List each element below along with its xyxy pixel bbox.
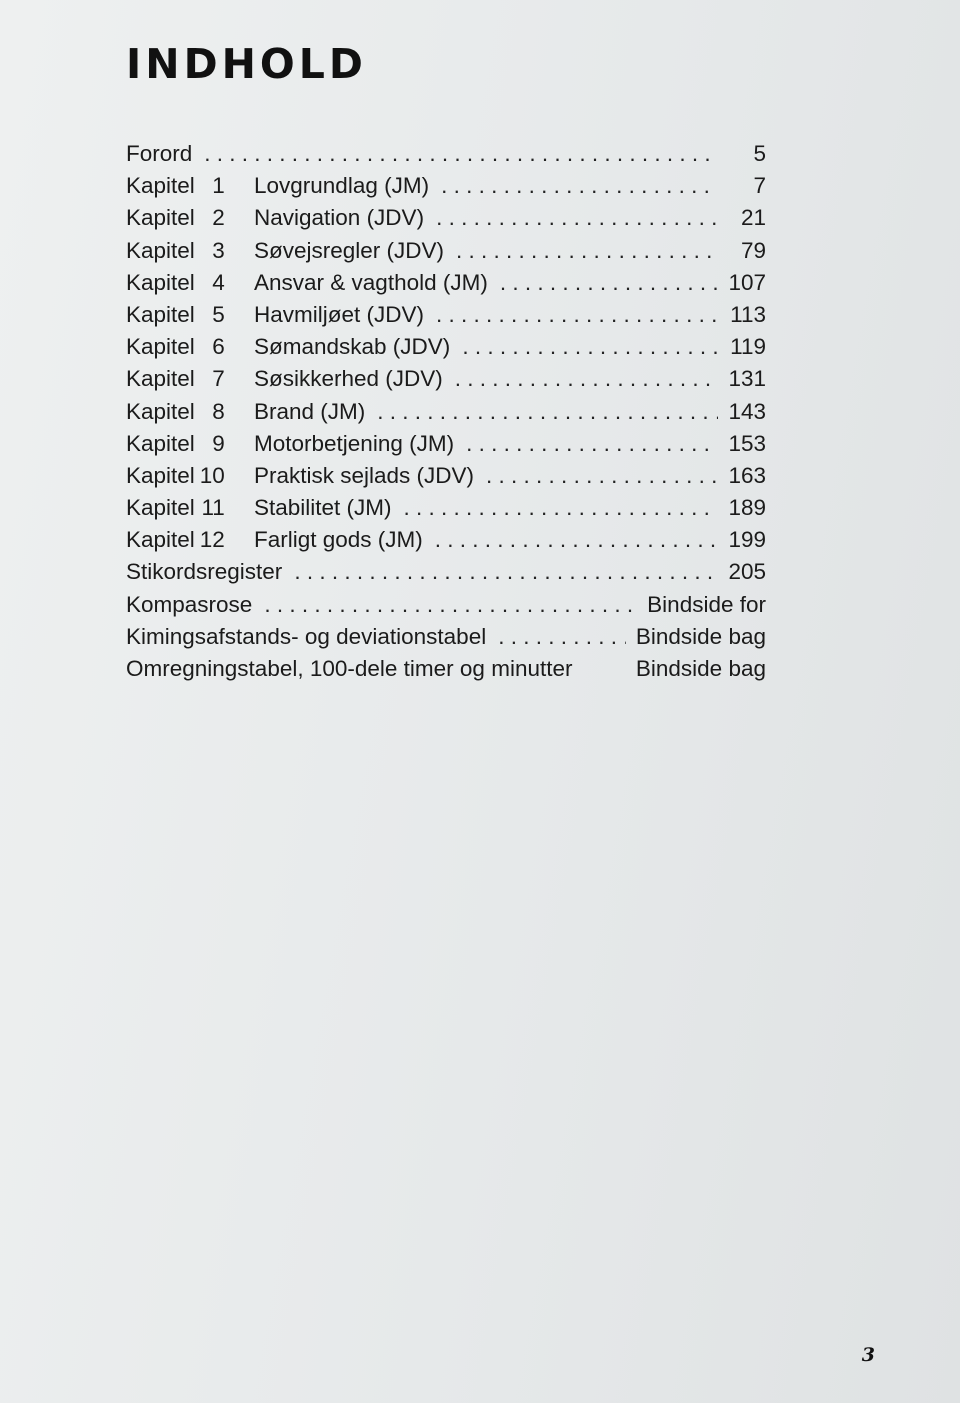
toc-entry-page: 21 [740,205,766,231]
toc-entry-page: 79 [740,237,766,263]
toc-chapter-number: Kapitel 4 [126,269,225,295]
toc-entry-label: Praktisk sejlads (JDV) [254,462,475,488]
toc-chapter-number: Kapitel 6 [126,334,225,360]
toc-entry-label: Havmiljøet (JDV) [254,301,425,327]
toc-entry-label: Stabilitet (JM) [254,495,392,521]
toc-chapter-number: Kapitel 3 [126,237,225,263]
dot-leader [500,270,718,296]
toc-entry-page: Bindside bag [635,656,766,681]
dot-leader [436,205,718,231]
toc-entry-label: Motorbetjening (JM) [254,430,455,456]
toc-entry-label: Søvejsregler (JDV) [254,237,445,263]
toc-entry-page: 113 [730,301,766,327]
toc-chapter-number: Kapitel 5 [126,301,225,327]
toc-entry-label: Sømandskab (JDV) [254,334,451,360]
toc-entry-label: Omregningstabel, 100-dele timer og minutter [126,656,573,681]
toc-entry-deviation-table [126,624,766,656]
dot-leader [377,399,718,425]
toc-chapter-number: Kapitel 2 [126,205,225,231]
toc-entry-chapter-6 [126,334,766,366]
toc-entry-chapter-10 [126,463,766,495]
dot-leader [435,527,718,553]
toc-entry-chapter-12 [126,527,766,559]
toc-entry-page: 143 [728,398,766,424]
toc-entry-page: Bindside bag [635,623,766,649]
dot-leader [441,173,718,199]
toc-entry-chapter-2 [126,205,766,237]
toc-entry-chapter-1 [126,173,766,205]
toc-entry-label: Kompasrose [126,591,253,617]
toc-entry-page: 199 [728,527,766,553]
dot-leader [498,624,626,650]
dot-leader [466,431,718,457]
toc-entry-page: Bindside for [647,591,766,617]
toc-chapter-number: Kapitel 12 [126,527,225,553]
toc-chapter-number: Kapitel 7 [126,366,225,392]
toc-entry-page: 7 [753,173,766,199]
toc-entry-page: 107 [728,269,766,295]
dot-leader [486,463,718,489]
toc-entry-chapter-7 [126,366,766,398]
toc-entry-label: Ansvar & vagthold (JM) [254,269,488,295]
toc-chapter-number: Kapitel 9 [126,430,225,456]
dot-leader [204,141,718,167]
table-of-contents [126,141,766,688]
toc-entry-page: 163 [728,462,766,488]
toc-entry-page: 205 [728,559,766,585]
toc-entry-chapter-8 [126,399,766,431]
toc-entry-label: Kimingsafstands- og deviationstabel [126,623,487,649]
toc-entry-label: Stikordsregister [126,559,283,585]
toc-entry-page: 153 [728,430,766,456]
dot-leader [455,366,718,392]
toc-entry-chapter-5 [126,302,766,334]
toc-entry-compass-rose [126,592,766,624]
toc-entry-page: 119 [730,334,766,360]
toc-entry-index [126,559,766,591]
toc-entry-chapter-4 [126,270,766,302]
toc-entry-label: Søsikkerhed (JDV) [254,366,443,392]
dot-leader [264,592,636,618]
toc-entry-chapter-11 [126,495,766,527]
toc-chapter-number: Kapitel 8 [126,398,225,424]
toc-entry-chapter-9 [126,431,766,463]
dot-leader [456,238,718,264]
toc-entry-chapter-3 [126,238,766,270]
page-number: 3 [861,1344,875,1366]
toc-entry-conversion-table [126,656,766,688]
toc-entry-page: 189 [728,495,766,521]
dot-leader [294,559,718,585]
toc-entry-label: Navigation (JDV) [254,205,425,231]
toc-entry-label: Farligt gods (JM) [254,527,423,553]
toc-entry-page: 5 [753,141,766,166]
toc-entry-label: Forord [126,141,193,166]
toc-entry-label: Lovgrundlag (JM) [254,173,430,199]
toc-chapter-number: Kapitel 10 [126,462,225,488]
toc-chapter-number: Kapitel 11 [126,495,225,521]
dot-leader [462,334,718,360]
page-title: INDHOLD [126,40,367,88]
dot-leader [436,302,718,328]
toc-chapter-number: Kapitel 1 [126,173,225,199]
toc-entry-label: Brand (JM) [254,398,366,424]
dot-leader [404,495,718,521]
toc-entry-page: 131 [728,366,766,392]
toc-entry-foreword [126,141,766,173]
